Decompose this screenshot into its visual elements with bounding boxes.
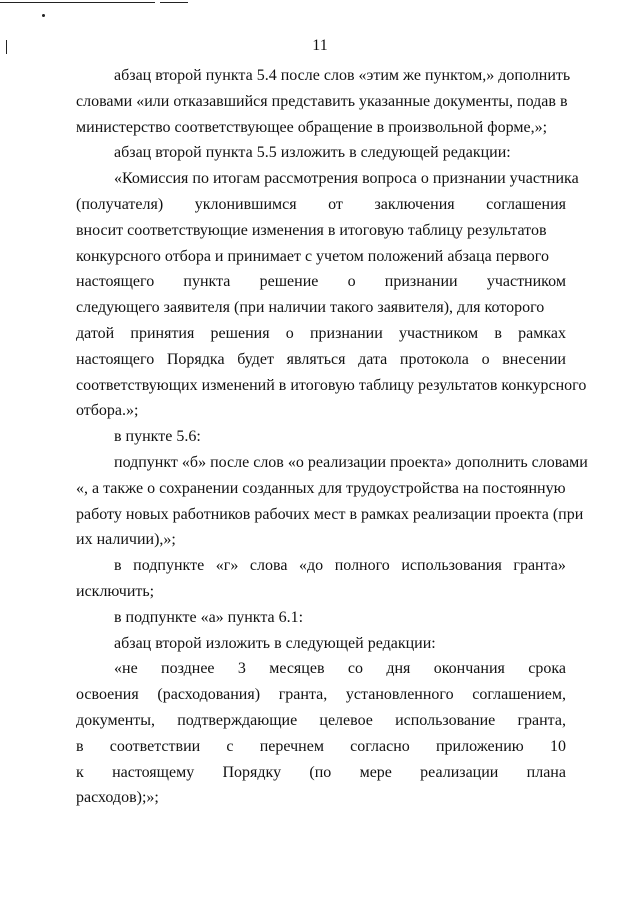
text-line: отбора.»; (76, 402, 139, 420)
text-line: абзац второй пункта 5.5 изложить в следующей редакции: (114, 144, 511, 162)
text-word: плана (526, 763, 566, 781)
text-line: следующего заявителя (при наличии такого заявителя), для которого (76, 299, 545, 317)
text-line: исключить; (76, 582, 155, 600)
text-word: решения (210, 324, 270, 342)
scan-artifact-top-line (0, 2, 155, 3)
text-word: дня (386, 660, 411, 678)
document-body (76, 63, 588, 811)
text-word: признании (384, 273, 458, 291)
text-line (76, 347, 566, 373)
text-word: о (347, 273, 356, 291)
text-word: пункта (183, 273, 231, 291)
text-word: соглашения (486, 195, 566, 213)
text-word: о (285, 324, 294, 342)
text-line (76, 269, 566, 295)
text-word: 10 (549, 737, 566, 755)
text-word: датой (76, 324, 115, 342)
text-word: от (328, 195, 343, 213)
text-word: признании (309, 324, 383, 342)
text-word: Порядка (166, 350, 225, 368)
text-word: уклонившимся (194, 195, 297, 213)
text-line: абзац второй изложить в следующей редакции: (114, 634, 436, 652)
text-word: срока (528, 660, 566, 678)
text-word: протокола (399, 350, 469, 368)
text-word: «до (299, 557, 324, 575)
text-word: участником (486, 273, 566, 291)
text-word: в (114, 557, 122, 575)
text-word: с (226, 737, 234, 755)
text-line (76, 553, 566, 579)
text-word: настоящего (76, 273, 155, 291)
text-word: дата (358, 350, 388, 368)
text-word: в (494, 324, 502, 342)
text-word: окончания (433, 660, 505, 678)
text-word: целевое (319, 711, 373, 729)
text-word: реализации (420, 763, 499, 781)
text-word: «не (114, 660, 138, 678)
text-line: «, а также о сохранении созданных для трудоустройства на постоянную (76, 479, 566, 497)
text-word: «г» (215, 557, 239, 575)
text-word: соглашением, (472, 686, 566, 704)
text-word: 3 (237, 660, 246, 678)
text-word: рамках (518, 324, 566, 342)
text-word: месяцев (269, 660, 325, 678)
text-word: являться (286, 350, 346, 368)
text-word: гранта, (517, 711, 566, 729)
text-line: вносит соответствующие изменения в итоговую таблицу результатов (76, 221, 547, 239)
text-word: перечнем (259, 737, 324, 755)
text-word: (по (309, 763, 332, 781)
text-word: настоящего (76, 350, 155, 368)
text-word: к (76, 763, 84, 781)
text-word: (получателя) (76, 195, 164, 213)
text-word: настоящему (112, 763, 195, 781)
text-word: со (347, 660, 363, 678)
text-word: использование (395, 711, 496, 729)
text-line: министерство соответствующее обращение в произвольной форме,»; (76, 118, 548, 136)
text-word: позднее (161, 660, 215, 678)
text-line (76, 734, 566, 760)
scan-artifact-mark (42, 14, 45, 17)
text-line: подпункт «б» после слов «о реализации проекта» дополнить словами (114, 453, 588, 471)
text-word: полного (334, 557, 390, 575)
text-word: будет (237, 350, 274, 368)
scan-artifact-top-line-2 (160, 2, 188, 3)
text-line: «Комиссия по итогам рассмотрения вопроса о признании участника (114, 170, 579, 188)
text-line: их наличии),»; (76, 531, 176, 549)
text-word: о (481, 350, 490, 368)
text-word: (расходования) (157, 686, 261, 704)
text-word: участником (398, 324, 479, 342)
text-word: использования (401, 557, 502, 575)
text-word: подпункте (133, 557, 205, 575)
text-line (76, 656, 566, 682)
text-word: приложению (435, 737, 524, 755)
text-word: заключения (374, 195, 455, 213)
text-word: согласно (350, 737, 410, 755)
text-word: внесении (502, 350, 566, 368)
text-word: мере (359, 763, 392, 781)
text-line: работу новых работников рабочих мест в рамках реализации проекта (при (76, 505, 584, 523)
text-word: установленного (345, 686, 454, 704)
text-word: решение (259, 273, 319, 291)
text-word: в (76, 737, 84, 755)
text-line: конкурсного отбора и принимает с учетом положений абзаца первого (76, 247, 549, 265)
text-line (76, 321, 566, 347)
text-line: в подпункте «а» пункта 6.1: (114, 608, 304, 626)
text-line (76, 708, 566, 734)
text-line: в пункте 5.6: (114, 428, 201, 446)
page-number: 11 (312, 37, 328, 54)
text-word: принятия (130, 324, 195, 342)
text-word: освоения (76, 686, 139, 704)
text-word: гранта» (513, 557, 566, 575)
text-word: подтверждающие (177, 711, 298, 729)
text-line (76, 192, 566, 218)
text-word: документы, (76, 711, 156, 729)
text-line: словами «или отказавшийся представить указанные документы, подав в (76, 92, 568, 110)
text-word: слова (249, 557, 288, 575)
text-word: соответствии (109, 737, 201, 755)
text-line (76, 682, 566, 708)
text-line: соответствующих изменений в итоговую таблицу результатов конкурсного (76, 376, 587, 394)
text-word: гранта, (278, 686, 328, 704)
text-line: абзац второй пункта 5.4 после слов «этим же пунктом,» дополнить (114, 67, 571, 84)
text-line: расходов);»; (76, 789, 159, 807)
text-word: Порядку (222, 763, 282, 781)
text-line (76, 760, 566, 786)
